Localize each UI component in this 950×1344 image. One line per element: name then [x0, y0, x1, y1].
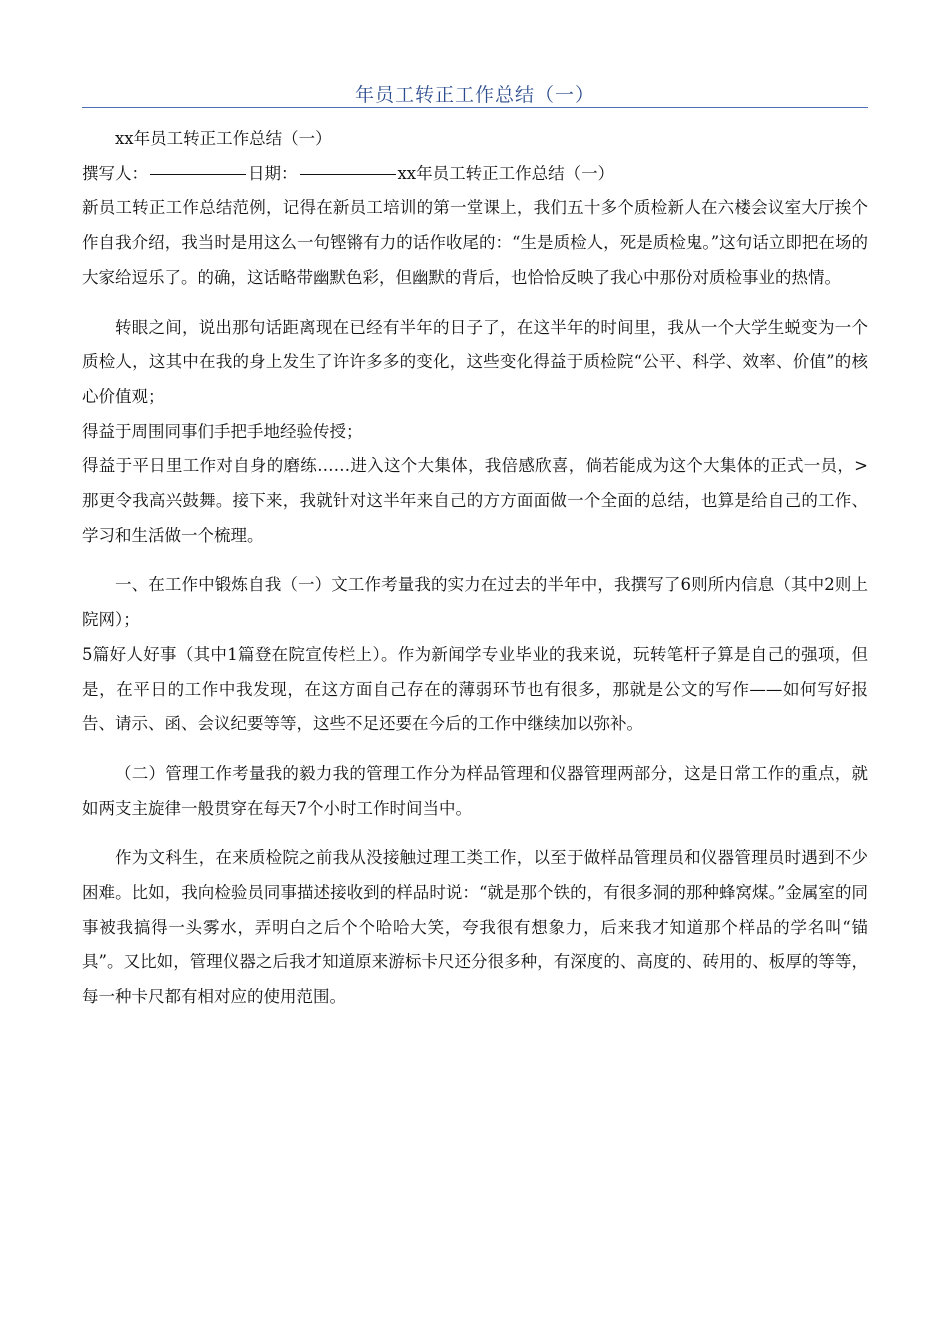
- document-subtitle: xx年员工转正工作总结（一）: [115, 129, 332, 148]
- paragraph-1: 新员工转正工作总结范例，记得在新员工培训的第一堂课上，我们五十多个质检新人在六楼会议室大厅挨个作自我介绍，我当时是用这么一句铿锵有力的话作收尾的：“生是质检人，死是质检鬼。”这句话立即把在场的大家给逗乐了。的确，这话略带幽默色彩，但幽默的背后，也恰恰反映了我心中那份对质检事业的热情。: [82, 198, 868, 287]
- header-divider: [82, 107, 868, 108]
- header-title: 年员工转正工作总结（一）: [354, 84, 595, 106]
- author-line-tail: xx年员工转正工作总结（一）: [397, 163, 615, 183]
- paragraph-6: 5篇好人好事（其中1篇登在院宣传栏上）。作为新闻学专业毕业的我来说，玩转笔杆子算是自己的强项，但是，在平日的工作中我发现，在这方面自己存在的薄弱环节也有很多，那就是公文的写作——如何写好报告、请示、函、会议纪要等等，这些不足还要在今后的工作中继续加以弥补。: [82, 644, 868, 734]
- author-date-line: [82, 157, 868, 192]
- paragraph-4: 得益于平日里工作对自身的磨练……进入这个大集体，我倍感欣喜，倘若能成为这个大集体的正式一员，>那更令我高兴鼓舞。接下来，我就针对这半年来自己的方方面面做一个全面的总结，也算是给自己的工作、学习和生活做一个梳理。: [82, 456, 868, 545]
- author-label: 撰写人：: [82, 163, 148, 183]
- paragraph-5: 一、在工作中锻炼自我（一）文工作考量我的实力在过去的半年中，我撰写了6则所内信息（其中2则上院网）；: [82, 575, 868, 630]
- date-blank: [300, 173, 396, 175]
- paragraph-8: 作为文科生，在来质检院之前我从没接触过理工类工作，以至于做样品管理员和仪器管理员时遇到不少困难。比如，我向检验员同事描述接收到的样品时说：“就是那个铁的，有很多洞的那种蜂窝煤。”金属室的同事被我搞得一头雾水，弄明白之后个个哈哈大笑，夸我很有想象力，后来我才知道那个样品的学名叫“锚具”。又比如，管理仪器之后我才知道原来游标卡尺还分很多种，有深度的、高度的、砖用的、板厚的等等，每一种卡尺都有相对应的使用范围。: [82, 848, 868, 1007]
- date-label: 日期：: [248, 163, 298, 183]
- paragraph-3: 得益于周围同事们手把手地经验传授；: [82, 421, 363, 441]
- document-body: [82, 122, 868, 1015]
- author-blank: [150, 173, 246, 175]
- paragraph-7: （二）管理工作考量我的毅力我的管理工作分为样品管理和仪器管理两部分，这是日常工作的重点，就如两支主旋律一般贯穿在每天7个小时工作时间当中。: [82, 763, 868, 818]
- paragraph-2: 转眼之间，说出那句话距离现在已经有半年的日子了，在这半年的时间里，我从一个大学生蜕变为一个质检人，这其中在我的身上发生了许许多多的变化，这些变化得益于质检院“公平、科学、效率、价值”的核心价值观；: [82, 317, 868, 406]
